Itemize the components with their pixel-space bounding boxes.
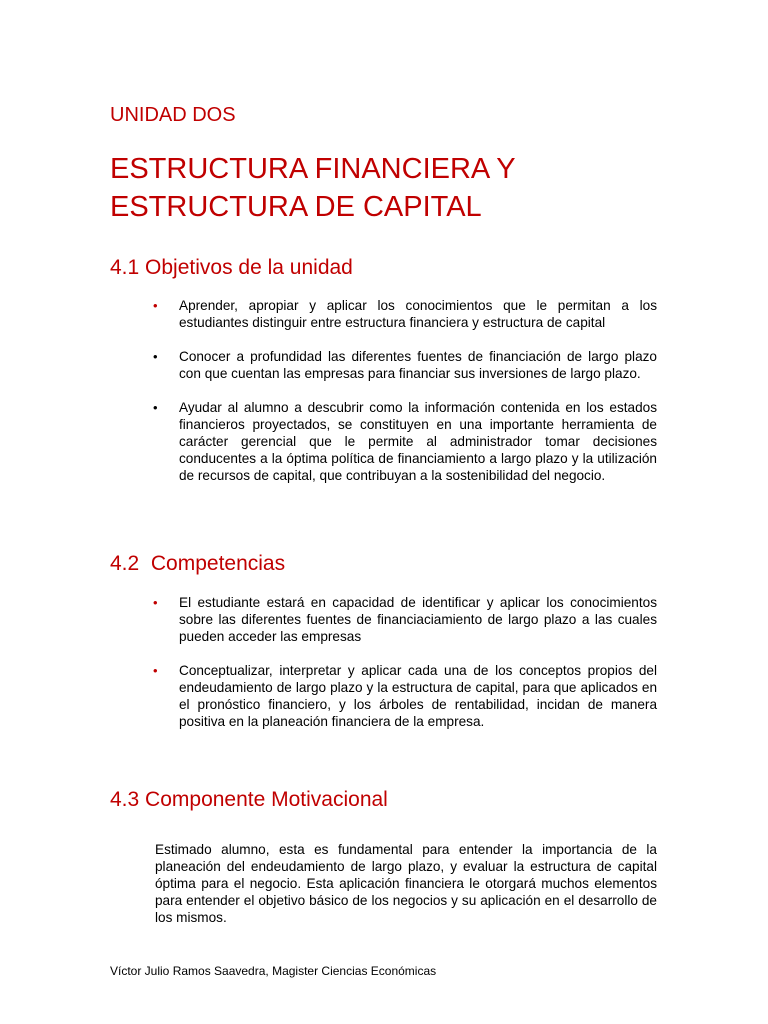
bullet-icon: • xyxy=(153,298,158,313)
list-item xyxy=(152,399,657,484)
section-number: 4.2 xyxy=(110,552,140,575)
unit-label: UNIDAD DOS xyxy=(110,104,236,126)
section-number: 4.3 xyxy=(110,788,140,811)
objetivos-list xyxy=(152,297,657,501)
motivacional-paragraph: Estimado alumno, esta es fundamental para entender la importancia de la planeación del endeudamiento de largo plazo, y evaluar la estructura de capital óptima para el negocio. Esta aplicación financiera le otorgará muchos elementos para entender el objetivo básico de los negocios y su aplicación en el desarrollo de los mismos. xyxy=(155,842,657,925)
section-heading-objetivos xyxy=(110,255,353,281)
competencias-list xyxy=(152,594,657,747)
list-item xyxy=(152,297,657,331)
list-item-text: El estudiante estará en capacidad de identificar y aplicar los conocimientos sobre las diferentes fuentes de financiaciamiento de largo plazo a las cuales pueden acceder las empresas xyxy=(179,595,657,644)
list-item-text: Conceptualizar, interpretar y aplicar cada una de los conceptos propios del endeudamiento de largo plazo y la estructura de capital, para que aplicados en el pronóstico financiero, y los árboles de rentabilidad, incidan de manera positiva en la planeación financiera de la empresa. xyxy=(179,663,657,729)
list-item-text: Conocer a profundidad las diferentes fuentes de financiación de largo plazo con que cuentan las empresas para financiar sus inversiones de largo plazo. xyxy=(179,349,657,381)
section-heading-motivacional xyxy=(110,787,388,813)
section-title: Componente Motivacional xyxy=(145,788,388,811)
page-footer: Víctor Julio Ramos Saavedra, Magister Ciencias Económicas xyxy=(110,964,437,978)
bullet-icon: • xyxy=(153,663,158,678)
bullet-icon: • xyxy=(153,595,158,610)
section-title: Objetivos de la unidad xyxy=(145,256,353,279)
bullet-icon: • xyxy=(153,400,158,415)
page-title xyxy=(110,150,670,226)
title-line-1: ESTRUCTURA FINANCIERA Y xyxy=(110,153,516,185)
list-item xyxy=(152,348,657,382)
list-item-text: Aprender, apropiar y aplicar los conocimientos que le permitan a los estudiantes distinguir entre estructura financiera y estructura de capital xyxy=(179,298,657,330)
bullet-icon: • xyxy=(153,349,158,364)
section-heading-competencias xyxy=(110,551,285,577)
list-item xyxy=(152,662,657,730)
section-title: Competencias xyxy=(150,552,286,575)
list-item xyxy=(152,594,657,645)
title-line-2: ESTRUCTURA DE CAPITAL xyxy=(110,191,482,223)
list-item-text: Ayudar al alumno a descubrir como la información contenida en los estados financieros proyectados, se constituyen en una importante herramienta de carácter gerencial que le permite al administrador tomar decisiones conducentes a la óptima política de financiamiento a largo plazo y la utilización de recursos de capital, que contribuyan a la sostenibilidad del negocio. xyxy=(179,400,657,483)
section-number: 4.1 xyxy=(110,256,140,279)
